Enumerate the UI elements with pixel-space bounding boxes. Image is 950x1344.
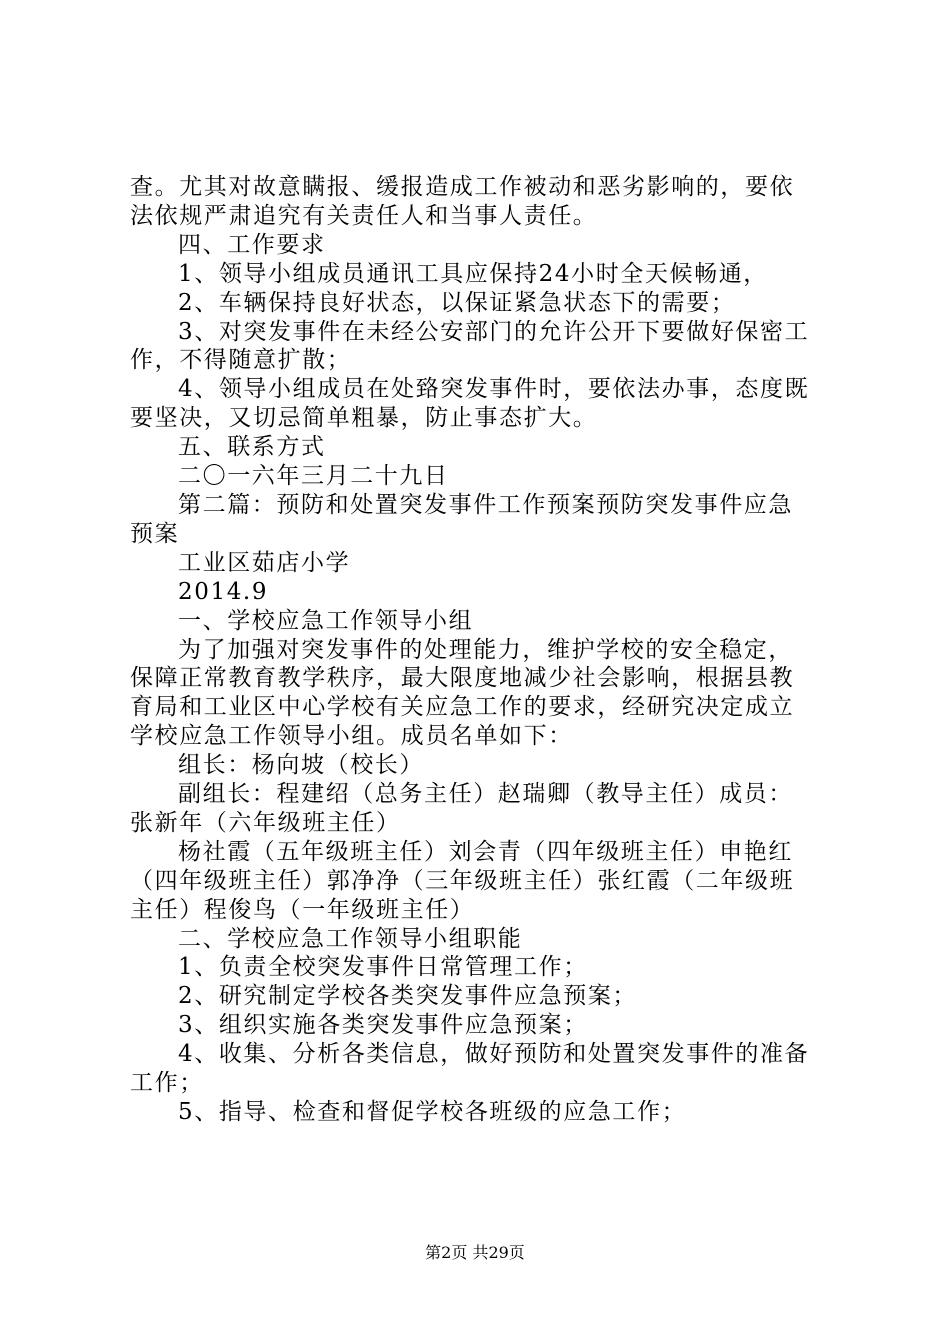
text-line: 二〇一六年三月二十九日 [178,463,449,490]
text-line: 工业区茹店小学 [178,549,351,576]
text-line: 主任）程俊鸟（一年级班主任） [130,896,475,923]
text-line: 4、领导小组成员在处臵突发事件时，要依法办事，态度既 [178,376,810,403]
text-line: 2、车辆保持良好状态，以保证紧急状态下的需要； [178,289,736,316]
text-line: 第二篇：预防和处置突发事件工作预案预防突发事件应急 [178,491,793,518]
text-line: 工作； [130,1070,204,1097]
page-footer: 第2页 共29页 [425,1243,525,1262]
document-body [130,173,825,1127]
text-line: 4、收集、分析各类信息，做好预防和处置突发事件的准备 [178,1041,810,1068]
text-line: 5、指导、检查和督促学校各班级的应急工作； [178,1099,687,1125]
text-line: 预案 [130,520,180,547]
text-line: 法依规严肃追究有关责任人和当事人责任。 [130,202,598,229]
text-line: 3、对突发事件在未经公安部门的允许公开下要做好保密工 [178,318,810,345]
text-line: 保障正常教育教学秩序，最大限度地减少社会影响，根据县教 [130,665,795,692]
text-line: 一、学校应急工作领导小组 [178,607,474,634]
text-line: 2、研究制定学校各类突发事件应急预案； [178,983,638,1010]
text-line: 张新年（六年级班主任） [130,809,401,836]
text-line: 四、工作要求 [178,231,326,258]
text-line: 组长：杨向坡（校长） [178,752,424,779]
text-line: 五、联系方式 [178,434,326,461]
text-line: 1、负责全校突发事件日常管理工作； [178,954,588,981]
text-line: 育局和工业区中心学校有关应急工作的要求，经研究决定成立 [130,694,795,721]
text-line: （四年级班主任）郭净净（三年级班主任）张红霞（二年级班 [130,867,795,894]
text-line: 学校应急工作领导小组。成员名单如下： [130,723,573,750]
text-line: 2014.9 [178,578,269,605]
text-line: 作，不得随意扩散； [130,347,352,374]
text-line: 副组长：程建绍（总务主任）赵瑞卿（教导主任）成员： [178,781,793,808]
text-line: 3、组织实施各类突发事件应急预案； [178,1012,588,1039]
text-line: 为了加强对突发事件的处理能力，维护学校的安全稳定， [178,636,793,663]
text-line: 查。尤其对故意瞒报、缓报造成工作被动和恶劣影响的，要依 [130,174,795,200]
text-line: 1、领导小组成员通讯工具应保持24小时全天候畅通， [178,260,768,287]
text-line: 杨社霞（五年级班主任）刘会青（四年级班主任）申艳红 [178,838,793,865]
text-line: 要坚决，又切忌简单粗暴，防止事态扩大。 [130,405,598,432]
text-line: 二、学校应急工作领导小组职能 [178,925,523,952]
